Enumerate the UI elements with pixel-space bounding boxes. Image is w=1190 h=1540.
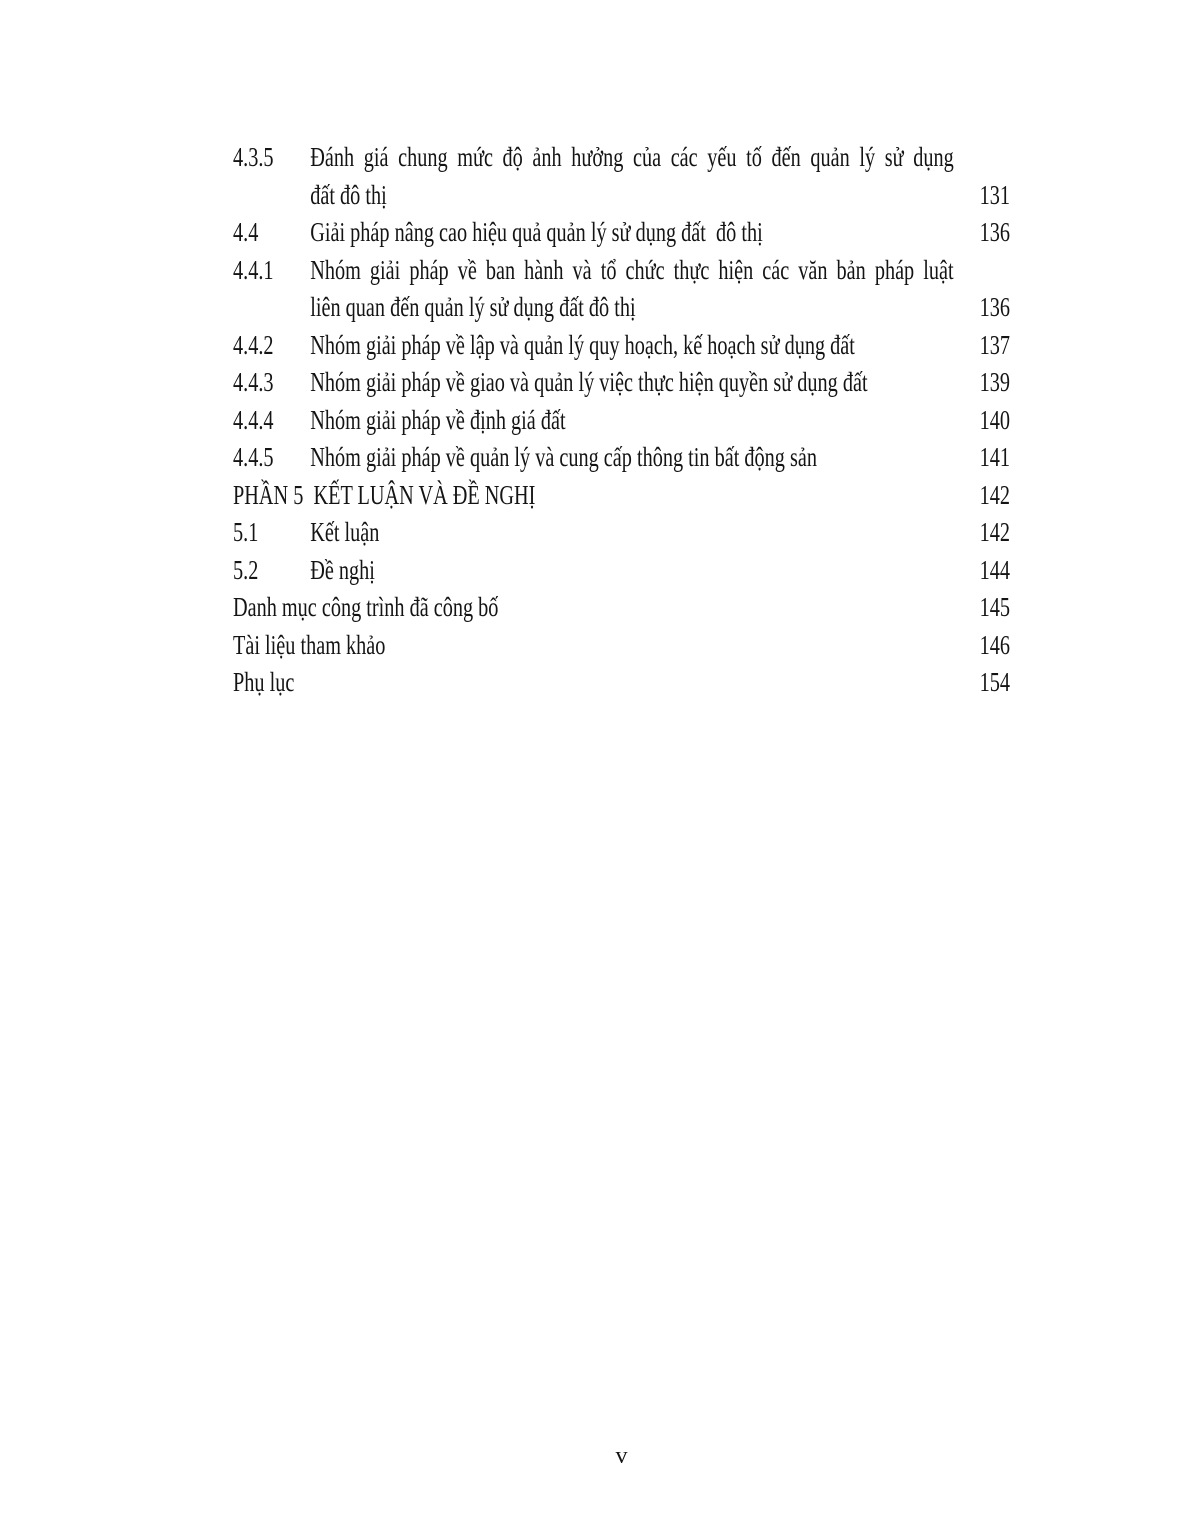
toc-section-heading: PHẦN 5 KẾT LUẬN VÀ ĐỀ NGHỊ xyxy=(233,479,536,510)
toc-entry-title-line2: liên quan đến quản lý sử dụng đất đô thị xyxy=(310,292,636,322)
toc-entry-number: 4.4.1 xyxy=(233,254,274,285)
toc-entry-title-line1: Nhóm giải pháp về ban hành và tổ chức thực hiện các văn bản pháp luật xyxy=(310,254,954,285)
toc-entry-number: 4.3.5 xyxy=(233,142,274,172)
toc-row xyxy=(233,439,1010,477)
toc-entry-page: 140 xyxy=(979,404,1010,435)
toc-entry-number: 4.4 xyxy=(233,217,259,247)
toc-entry-number: 5.2 xyxy=(233,554,259,585)
page-number-folio: v xyxy=(615,1443,628,1469)
toc-entry-title-line1: Đánh giá chung mức độ ảnh hưởng của các yếu tố đến quản lý sử dụng xyxy=(310,142,954,172)
toc-entry-number: 4.4.2 xyxy=(233,329,274,360)
toc-row xyxy=(233,214,1010,252)
toc-entry-page: 154 xyxy=(979,667,1010,697)
toc-row xyxy=(233,589,1010,627)
toc-entry-page: 136 xyxy=(979,217,1010,247)
toc-entry-title: Đề nghị xyxy=(310,554,375,585)
toc-page-spacer xyxy=(954,252,1010,290)
toc-entry-title: Nhóm giải pháp về định giá đất xyxy=(310,404,566,435)
toc-entry-title: Nhóm giải pháp về quản lý và cung cấp thông tin bất động sản xyxy=(310,442,817,472)
toc-entry-page: 142 xyxy=(979,517,1010,547)
toc-entry-title: Tài liệu tham khảo xyxy=(233,629,386,660)
toc-entry-page: 144 xyxy=(979,554,1010,585)
toc-entry-title-line2: đất đô thị xyxy=(310,179,387,210)
toc-row xyxy=(233,289,1010,327)
toc-row xyxy=(233,552,1010,590)
toc-row xyxy=(233,514,1010,552)
toc-entry-title: Giải pháp nâng cao hiệu quả quản lý sử dụng đất đô thị xyxy=(310,217,763,247)
toc-entry-title: Nhóm giải pháp về giao và quản lý việc thực hiện quyền sử dụng đất xyxy=(310,367,868,397)
toc-entry-number-spacer xyxy=(233,289,310,327)
toc-row xyxy=(233,252,1010,290)
toc-entry-number: 4.4.3 xyxy=(233,367,274,397)
toc-row xyxy=(233,139,1010,177)
toc-entry-page: 145 xyxy=(979,592,1010,622)
toc-row xyxy=(233,177,1010,215)
toc-page-spacer xyxy=(954,139,1010,177)
toc-row-section-heading xyxy=(233,477,1010,515)
toc-row xyxy=(233,364,1010,402)
toc-entry-page: 137 xyxy=(979,329,1010,360)
toc-entry-page: 141 xyxy=(979,442,1010,472)
toc-row xyxy=(233,627,1010,665)
toc-entry-number: 4.4.4 xyxy=(233,404,274,435)
toc-entry-title: Danh mục công trình đã công bố xyxy=(233,592,499,622)
toc-row xyxy=(233,327,1010,365)
toc-row xyxy=(233,664,1010,702)
toc-entry-page: 136 xyxy=(979,292,1010,322)
toc-entry-number: 5.1 xyxy=(233,517,259,547)
toc-entry-page: 131 xyxy=(979,179,1010,210)
toc-entry-number: 4.4.5 xyxy=(233,442,274,472)
toc-entry-page: 146 xyxy=(979,629,1010,660)
toc-entry-title: Phụ lục xyxy=(233,667,295,697)
toc-entry-page: 142 xyxy=(979,479,1010,510)
toc-entry-number-spacer xyxy=(233,177,310,215)
toc-entry-title: Kết luận xyxy=(310,517,380,547)
table-of-contents xyxy=(233,139,1010,702)
toc-entry-title: Nhóm giải pháp về lập và quản lý quy hoạch, kế hoạch sử dụng đất xyxy=(310,329,855,360)
toc-row xyxy=(233,402,1010,440)
toc-entry-page: 139 xyxy=(979,367,1010,397)
